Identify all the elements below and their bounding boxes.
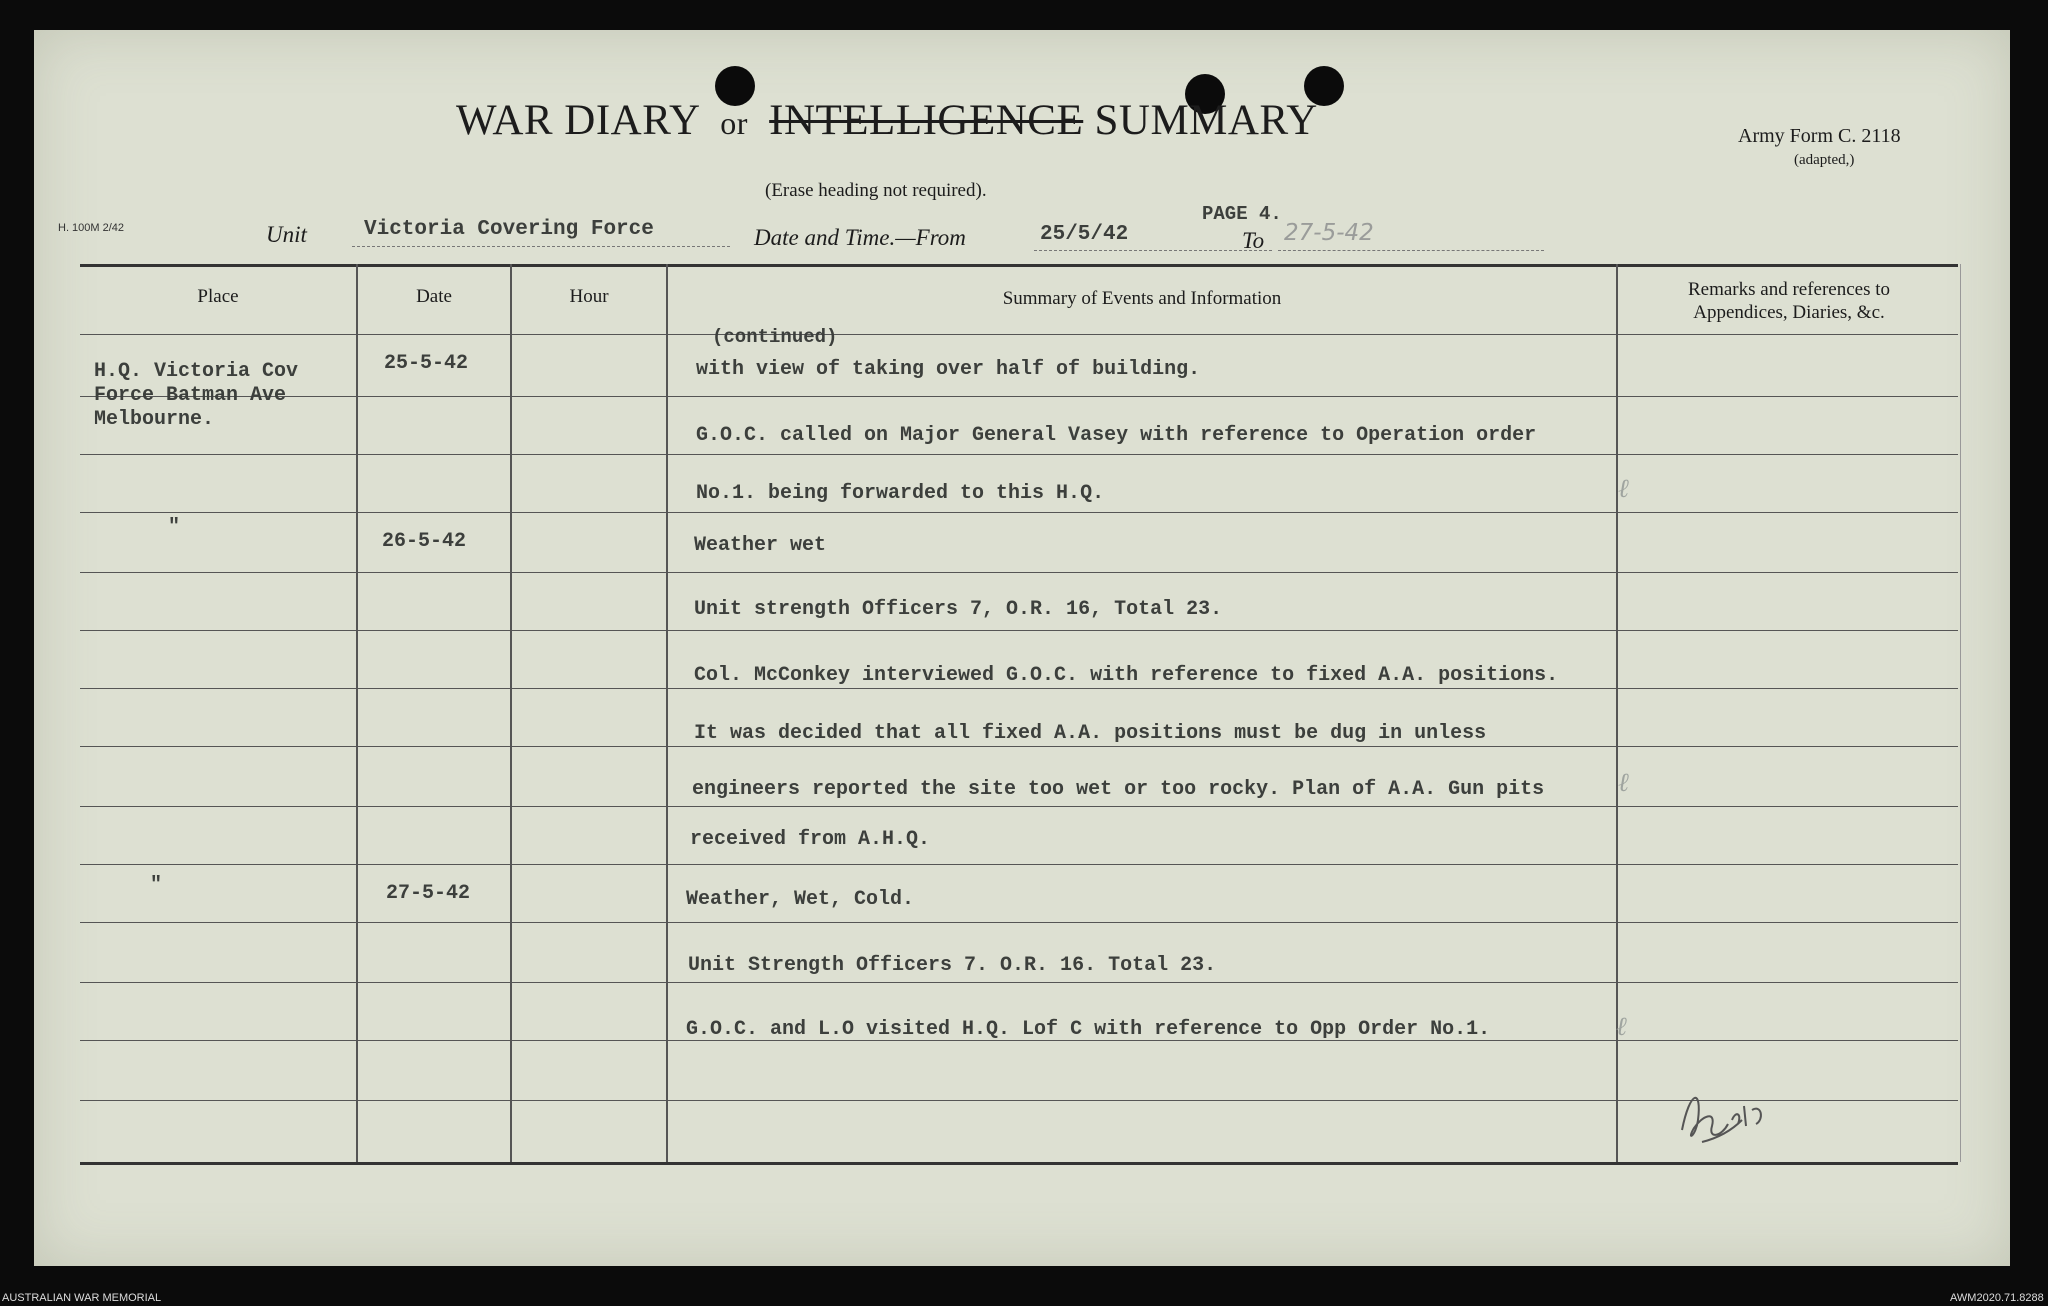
title-war-diary: WAR DIARY <box>456 97 699 144</box>
header-date: Date <box>416 286 452 307</box>
summary-line: Col. McConkey interviewed G.O.C. with reference to fixed A.A. positions. <box>694 664 1559 687</box>
unit-dotted-line <box>352 246 730 247</box>
summary-line: with view of taking over half of building. <box>696 358 1201 381</box>
summary-line: It was decided that all fixed A.A. positions must be dug in unless <box>694 722 1487 745</box>
adapted-label: (adapted,) <box>1794 152 1855 168</box>
pencil-signature <box>1672 1080 1792 1150</box>
summary-line: G.O.C. called on Major General Vasey with reference to Operation order <box>696 424 1537 447</box>
place-ditto: " <box>150 874 163 897</box>
unit-label: Unit <box>266 222 307 247</box>
column-divider <box>666 264 668 1162</box>
row-rule <box>80 512 1958 513</box>
header-remarks-line1: Remarks and references to <box>1687 279 1891 300</box>
footer-accession: AWM2020.71.8288 <box>1950 1292 2044 1304</box>
summary-line: engineers reported the site too wet or too rocky. Plan of A.A. Gun pits <box>692 778 1545 801</box>
document-title <box>456 96 1318 145</box>
continued-note: (continued) <box>712 326 838 348</box>
column-divider <box>356 264 358 1162</box>
date-entry: 26-5-42 <box>382 530 467 553</box>
title-intelligence-struck: INTELLIGENCE <box>769 97 1084 144</box>
header-remarks <box>1618 278 1960 324</box>
title-summary: SUMMARY <box>1094 97 1318 144</box>
row-rule <box>80 922 1958 923</box>
summary-line: Unit strength Officers 7, O.R. 16, Total 23. <box>694 598 1223 621</box>
header-remarks-line2: Appendices, Diaries, &c. <box>1693 302 1885 323</box>
place-line: H.Q. Victoria Cov <box>94 360 299 383</box>
row-rule <box>80 630 1958 631</box>
pencil-tick-mark: ℓ <box>1616 1012 1627 1042</box>
row-rule <box>80 396 1958 397</box>
header-place: Place <box>197 286 239 307</box>
row-rule <box>80 864 1958 865</box>
row-rule <box>80 454 1958 455</box>
row-rule <box>80 746 1958 747</box>
summary-line: Weather, Wet, Cold. <box>686 888 915 911</box>
erase-note: (Erase heading not required). <box>765 180 987 201</box>
row-rule <box>80 982 1958 983</box>
to-label: To <box>1242 228 1265 253</box>
header-summary: Summary of Events and Information <box>1002 288 1282 309</box>
summary-line: Unit Strength Officers 7. O.R. 16. Total 23. <box>688 954 1217 977</box>
from-dotted-line <box>1034 250 1272 251</box>
date-time-label: Date and Time.—From <box>754 225 966 250</box>
row-rule <box>80 334 1958 335</box>
row-rule <box>80 572 1958 573</box>
page-number: PAGE 4. <box>1202 203 1282 225</box>
place-ditto: " <box>168 516 181 539</box>
unit-value: Victoria Covering Force <box>364 218 654 241</box>
row-rule <box>80 688 1958 689</box>
army-form-label: Army Form C. 2118 <box>1738 125 1901 147</box>
from-date-value: 25/5/42 <box>1040 223 1129 246</box>
to-date-handwritten: 27-5-42 <box>1284 220 1374 246</box>
form-number: H. 100M 2/42 <box>58 222 125 234</box>
place-line: Force Batman Ave <box>94 384 287 407</box>
pencil-tick-mark: ℓ <box>1618 474 1629 504</box>
header-hour: Hour <box>569 286 609 307</box>
pencil-tick-mark: ℓ <box>1618 768 1629 798</box>
date-entry: 25-5-42 <box>384 352 469 375</box>
summary-line: G.O.C. and L.O visited H.Q. Lof C with reference to Opp Order No.1. <box>686 1018 1491 1041</box>
table-top-rule <box>80 264 1958 267</box>
place-entry <box>94 360 298 432</box>
to-dotted-line <box>1278 250 1544 251</box>
column-divider <box>510 264 512 1162</box>
summary-line: No.1. being forwarded to this H.Q. <box>696 482 1105 505</box>
place-line: Melbourne. <box>94 408 215 431</box>
date-entry: 27-5-42 <box>386 882 471 905</box>
summary-line: Weather wet <box>694 534 827 557</box>
column-divider <box>1960 264 1961 1162</box>
footer-institution: AUSTRALIAN WAR MEMORIAL <box>2 1292 162 1304</box>
row-rule <box>80 806 1958 807</box>
summary-line: received from A.H.Q. <box>690 828 931 851</box>
table-bottom-rule <box>80 1162 1958 1165</box>
title-or: or <box>720 105 748 141</box>
